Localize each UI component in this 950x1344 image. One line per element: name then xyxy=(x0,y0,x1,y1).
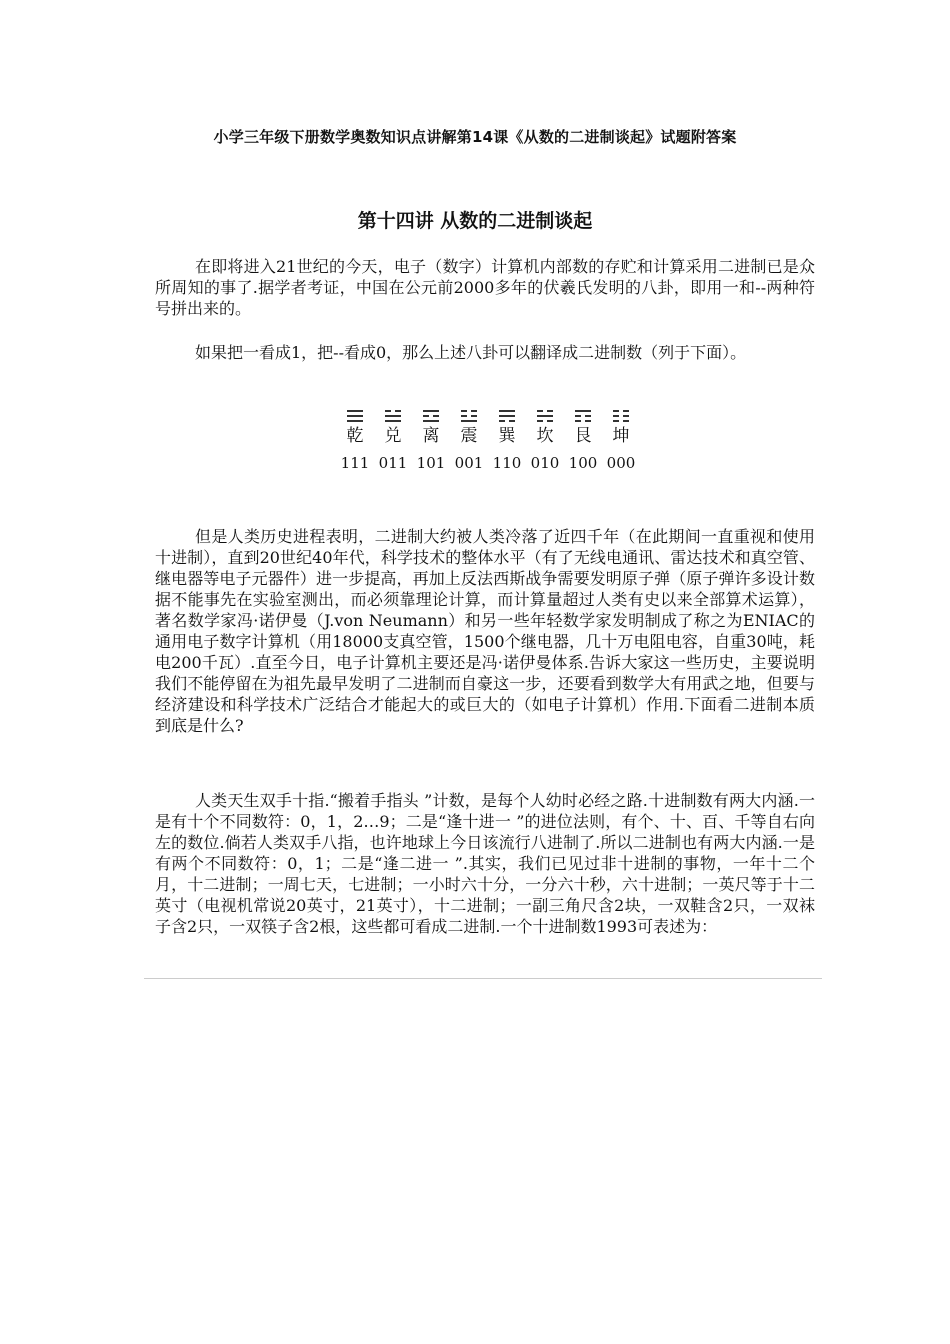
trigram-cell xyxy=(374,410,412,446)
trigram-symbol-icon xyxy=(575,410,591,422)
trigram-symbol-icon xyxy=(347,410,363,422)
trigram-cell xyxy=(488,410,526,446)
trigram-binary-code: 111 xyxy=(340,454,370,472)
trigram-symbol-icon xyxy=(423,410,439,422)
divider-line xyxy=(144,978,822,979)
trigram-name: 兑 xyxy=(384,426,402,446)
trigram-binary-code: 011 xyxy=(378,454,408,472)
paragraph-binary-essence: 人类天生双手十指.“搬着手指头 ”计数，是每个人幼时必经之路.十进制数有两大内涵.一是有十个不同数符：0，1，2…9；二是“逢十进一 ”的进位法则，有个、十、百、千等自右向左的数位.倘若人类双手八指，也许地球上今日该流行八进制了.所以二进制也有两大内涵.一是有两个不同数符：0，1；二是“逢二进一 ”.其实，我们已见过非十进制的事物，一年十二个月，十二进制；一周七天，七进制；一小时六十分，一分六十秒，六十进制；一英尺等于十二英寸（电视机常说20英寸，21英寸），十二进制；一副三角尺含2块，一双鞋含2只，一双袜子含2只，一双筷子含2根，这些都可看成二进制.一个十进制数1993可表述为： xyxy=(155,791,815,936)
trigram-cell xyxy=(602,410,640,446)
trigram-cell xyxy=(564,410,602,446)
trigram-symbol-icon xyxy=(385,410,401,422)
trigram-binary-code: 000 xyxy=(606,454,636,472)
trigram-binary-code: 100 xyxy=(568,454,598,472)
trigram-name: 坤 xyxy=(612,426,630,446)
trigram-cell xyxy=(450,410,488,446)
trigram-symbol-icon xyxy=(613,410,629,422)
trigram-name: 离 xyxy=(422,426,440,446)
trigram-symbol-icon xyxy=(461,410,477,422)
document-title: 小学三年级下册数学奥数知识点讲解第14课《从数的二进制谈起》试题附答案 xyxy=(213,128,737,146)
paragraph-translation: 如果把一看成1，把--看成0，那么上述八卦可以翻译成二进制数（列于下面）。 xyxy=(195,343,747,362)
trigram-binary-code: 001 xyxy=(454,454,484,472)
trigram-cell xyxy=(412,410,450,446)
trigram-binary-code: 010 xyxy=(530,454,560,472)
trigram-name: 震 xyxy=(460,426,478,446)
paragraph-intro: 在即将进入21世纪的今天，电子（数字）计算机内部数的存贮和计算采用二进制已是众所周知的事了.据学者考证，中国在公元前2000多年的伏羲氏发明的八卦，即用一和--两种符号拼出来的。 xyxy=(155,257,815,318)
trigram-name: 巽 xyxy=(498,426,516,446)
paragraph-history: 但是人类历史进程表明，二进制大约被人类冷落了近四千年（在此期间一直重视和使用十进制），直到20世纪40年代，科学技术的整体水平（有了无线电通讯、雷达技术和真空管、继电器等电子元器件）进一步提高，再加上反法西斯战争需要发明原子弹（原子弹许多设计数据不能事先在实验室测出，而必须靠理论计算，而计算量超过人类有史以来全部算术运算），著名数学家冯·诺伊曼（J.von Neumann）和另一些年轻数学家发明制成了称之为ENIAC的通用电子数字计算机（用18000支真空管，1500个继电器，几十万电阻电容，自重30吨，耗电200千瓦）.直至今日，电子计算机主要还是冯·诺伊曼体系.告诉大家这一些历史，主要说明我们不能停留在为祖先最早发明了二进制而自豪这一步，还要看到数学大有用武之地，但要与经济建设和科学技术广泛结合才能起大的或巨大的（如电子计算机）作用.下面看二进制本质到底是什么? xyxy=(155,527,815,735)
trigram-name-row xyxy=(336,410,646,446)
trigram-binary-row xyxy=(336,454,646,472)
trigram-name: 艮 xyxy=(574,426,592,446)
trigram-name: 乾 xyxy=(346,426,364,446)
trigram-figure xyxy=(336,410,646,472)
trigram-name: 坎 xyxy=(536,426,554,446)
trigram-cell xyxy=(336,410,374,446)
trigram-cell xyxy=(526,410,564,446)
trigram-binary-code: 110 xyxy=(492,454,522,472)
trigram-binary-code: 101 xyxy=(416,454,446,472)
lesson-title: 第十四讲 从数的二进制谈起 xyxy=(357,210,593,232)
trigram-symbol-icon xyxy=(499,410,515,422)
trigram-symbol-icon xyxy=(537,410,553,422)
